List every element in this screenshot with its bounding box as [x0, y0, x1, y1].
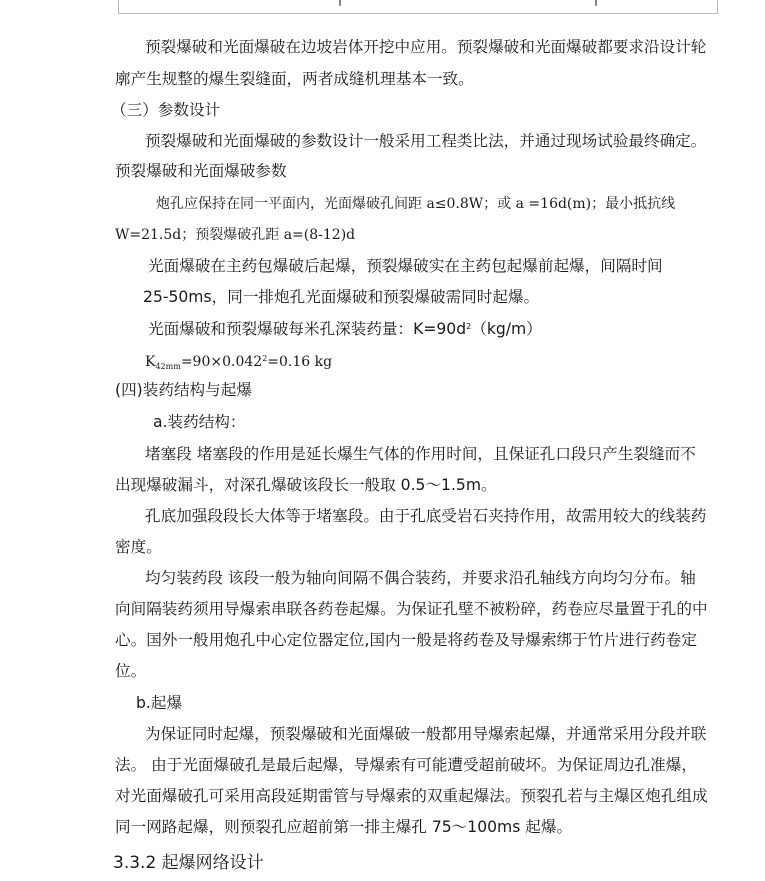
paragraph-line: 廓产生规整的爆生裂缝面，两者成缝机理基本一致。	[115, 70, 474, 88]
paragraph-line: 炮孔应保持在同一平面内，光面爆破孔间距 a≤0.8W；或 a =16d(m)；最小抵抗线	[156, 196, 676, 212]
formula-superscript: 2	[466, 322, 472, 331]
paragraph-line: 为保证同时起爆，预裂爆破和光面爆破一般都用导爆索起爆，并通常采用分段并联	[145, 725, 707, 743]
header-cut-text	[618, 0, 698, 6]
paragraph-line: 预裂爆破和光面爆破参数	[115, 162, 287, 180]
formula-symbol: K	[145, 354, 156, 370]
paragraph-line: 法。 由于光面爆破孔是最后起爆，导爆索有可能遭受超前破坏。为保证周边孔准爆，	[115, 756, 697, 774]
paragraph-line: 预裂爆破和光面爆破在边坡岩体开挖中应用。预裂爆破和光面爆破都要求沿设计轮	[145, 38, 707, 56]
paragraph-line: 对光面爆破孔可采用高段延期雷管与导爆索的双重起爆法。预裂孔若与主爆区炮孔组成	[115, 787, 708, 805]
paragraph-line: 预裂爆破和光面爆破的参数设计一般采用工程类比法，并通过现场试验最终确定。	[145, 132, 707, 150]
section-heading: (四)装药结构与起爆	[115, 381, 252, 399]
paragraph-line: 同一网路起爆，则预裂孔应超前第一排主爆孔 75～100ms 起爆。	[115, 818, 573, 836]
formula-line	[148, 317, 542, 339]
ruler-tab-marker	[339, 0, 341, 6]
paragraph-line: 25-50ms，同一排炮孔光面爆破和预裂爆破需同时起爆。	[143, 288, 540, 306]
formula-text: 光面爆破和预裂爆破每米孔深装药量：K=90d	[148, 320, 467, 338]
paragraph-line: 堵塞段 堵塞段的作用是延长爆生气体的作用时间，且保证孔口段只产生裂缝而不	[145, 445, 696, 463]
paragraph-line: W=21.5d；预裂爆破孔距 a=(8-12)d	[115, 227, 356, 243]
paragraph-line: 均匀装药段 该段一般为轴向间隔不偶合装药，并要求沿孔轴线方向均匀分布。轴	[145, 569, 696, 587]
paragraph-line: 心。国外一般用炮孔中心定位器定位,国内一般是将药卷及导爆索绑于竹片进行药卷定	[115, 631, 697, 649]
paragraph-line: 位。	[115, 662, 147, 680]
formula-text: （kg/m）	[471, 320, 542, 338]
paragraph-line: 密度。	[115, 538, 162, 556]
formula-subscript: 42mm	[155, 362, 181, 371]
formula-superscript: 2	[262, 354, 268, 363]
ruler-tab-marker	[595, 0, 597, 6]
section-heading: （三）参数设计	[111, 101, 221, 119]
formula-text: =90×0.042	[180, 354, 263, 370]
section-heading: b.起爆	[136, 694, 183, 712]
section-heading: 3.3.2 起爆网络设计	[113, 853, 264, 873]
paragraph-line: 光面爆破在主药包爆破后起爆，预裂爆破实在主药包起爆前起爆，间隔时间	[148, 257, 663, 275]
formula-text: =0.16 kg	[267, 354, 333, 370]
paragraph-line: 向间隔装药须用导爆索串联各药卷起爆。为保证孔壁不被粉碎，药卷应尽量置于孔的中	[115, 600, 708, 618]
formula-line	[145, 349, 332, 377]
page-top-edge	[0, 0, 765, 14]
paragraph-line: 出现爆破漏斗，对深孔爆破该段长一般取 0.5～1.5m。	[115, 476, 497, 494]
paragraph-line: a.装药结构：	[153, 413, 246, 431]
paragraph-line: 孔底加强段段长大体等于堵塞段。由于孔底受岩石夹持作用，故需用较大的线装药	[145, 507, 707, 525]
